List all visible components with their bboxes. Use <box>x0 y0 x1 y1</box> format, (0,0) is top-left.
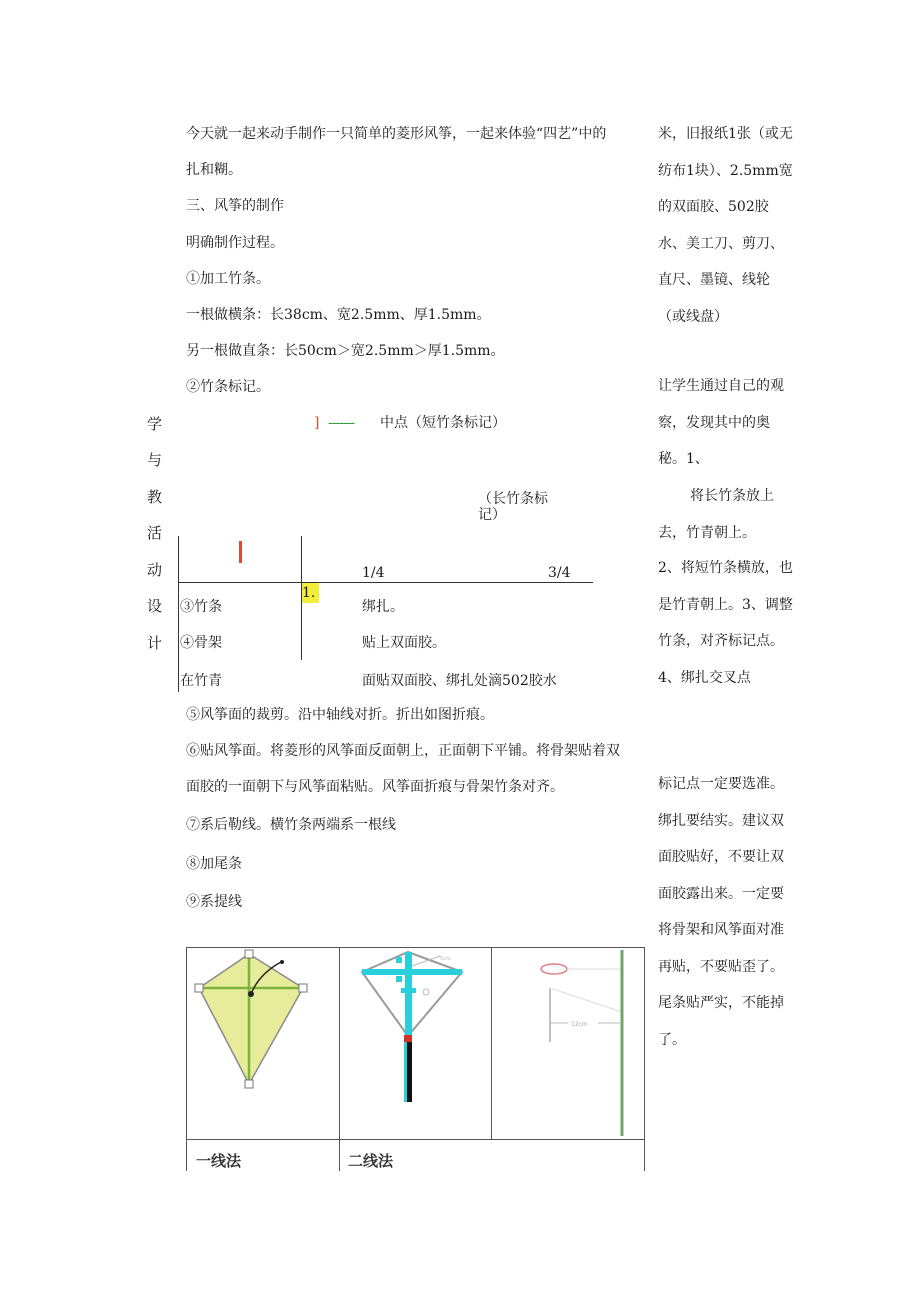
joint-left <box>195 984 203 992</box>
three-quarter-label: 3/4 <box>548 565 571 581</box>
side-label-char: 动 <box>147 561 163 579</box>
string-line <box>550 988 622 1012</box>
highlight-mark: 1. <box>302 583 319 603</box>
side-label-char: 教 <box>147 488 163 506</box>
intro-line-2: 扎和糊。 <box>186 162 242 178</box>
kite-diagram-one-line <box>187 948 339 1138</box>
step-3: ③竹条 <box>180 599 222 615</box>
materials-list: 米，旧报纸1张（或无纺布1块）、2.5mm宽的双面胶、502胶水、美工刀、剪刀、直尺、墨镜、线轮（或线盘） <box>658 126 793 325</box>
figure-right-border <box>644 947 645 1171</box>
cyan-spar <box>362 969 462 975</box>
step-8: ⑧加尾条 <box>186 856 242 872</box>
red-marker <box>239 541 242 563</box>
step-4-note: 在竹青 <box>180 673 222 689</box>
tail-joint <box>404 1035 412 1042</box>
joint-bottom <box>245 1080 253 1088</box>
step-6-line-2: 面胶的一面朝下与风筝面粘贴。风筝面折痕与骨架竹条对齐。 <box>186 779 564 795</box>
side-label-char: 设 <box>147 597 163 615</box>
table-rule <box>178 582 593 583</box>
guide-intro: 让学生通过自己的观察，发现其中的奥秘。1、 <box>658 378 784 467</box>
step-2: ②竹条标记。 <box>186 379 270 395</box>
joint-right <box>299 984 307 992</box>
side-label-char: 计 <box>147 634 163 652</box>
intro-text: 明确制作过程。 <box>186 235 284 251</box>
table-left-border <box>178 536 179 692</box>
step-1: ①加工竹条。 <box>186 271 270 287</box>
tips-text: 标记点一定要选准。绑扎要结实。建议双面胶贴好，不要让双面胶露出来。一定要将骨架和风筝面对准再贴，不要贴歪了。尾条贴严实，不能掉了。 <box>658 776 784 1048</box>
loop-mark <box>541 964 567 974</box>
quarter-label: 1/4 <box>362 565 385 581</box>
cyan-tab-1 <box>396 957 402 963</box>
step-4-action: 贴上双面胶。 <box>362 635 446 651</box>
cyan-tab-2 <box>396 976 402 982</box>
measure-label: 12cm <box>571 1021 588 1028</box>
intro-line-1: 今天就一起来动手制作一只简单的菱形风筝，一起来体验“四艺”中的 <box>186 126 607 142</box>
dash-line: ------- <box>328 415 355 431</box>
string-measure-diagram <box>492 948 644 1138</box>
side-label-char: 与 <box>147 451 163 469</box>
step-4: ④骨架 <box>180 635 222 651</box>
kite-sail-shape <box>199 954 303 1084</box>
joint-top <box>245 950 253 958</box>
step-4-detail: 面贴双面胶、绑扎处滴502胶水 <box>362 673 557 689</box>
bridle-knot <box>280 960 284 964</box>
guide-step-1: 将长竹条放上去，竹青朝上。 <box>658 488 774 541</box>
hole-mark <box>423 989 429 995</box>
step-7: ⑦系后勒线。横竹条两端系一根线 <box>186 817 396 833</box>
step-9: ⑨系提线 <box>186 894 242 910</box>
section-title: 三、风筝的制作 <box>186 198 284 214</box>
caption-one-line: 一线法 <box>196 1152 242 1170</box>
spec-1: 一根做横条：长38cm、宽2.5mm、厚1.5mm。 <box>186 307 491 323</box>
measure-label-small: 5cm <box>440 956 451 962</box>
side-label-char: 学 <box>147 415 163 433</box>
spec-2: 另一根做直条：长50cm＞宽2.5mm＞厚1.5mm。 <box>186 343 505 359</box>
cyan-spine <box>405 952 412 1036</box>
long-strip-note-cut: 记） <box>478 507 506 523</box>
cyan-mark <box>401 988 416 993</box>
measure-leader <box>412 956 440 966</box>
long-strip-note: （长竹条标 <box>478 491 548 507</box>
bracket-mark: ] <box>314 415 320 431</box>
step-3-action: 绑扎。 <box>362 599 404 615</box>
guide-steps: 2、将短竹条横放，也是竹青朝上。3、调整竹条，对齐标记点。4、绑扎交叉点 <box>658 560 793 686</box>
kite-diagram-two-line <box>340 948 491 1138</box>
step-5: ⑤风筝面的裁剪。沿中轴线对折。折出如图折痕。 <box>186 707 494 723</box>
tail-edge <box>404 1036 407 1102</box>
step-6-line-1: ⑥贴风筝面。将菱形的风筝面反面朝上，正面朝下平铺。将骨架贴着双 <box>186 743 620 759</box>
side-label-char: 活 <box>147 524 163 542</box>
figure-caption-rule <box>186 1139 645 1140</box>
caption-two-line: 二线法 <box>348 1152 394 1170</box>
midpoint-note: 中点（短竹条标记） <box>380 415 506 431</box>
